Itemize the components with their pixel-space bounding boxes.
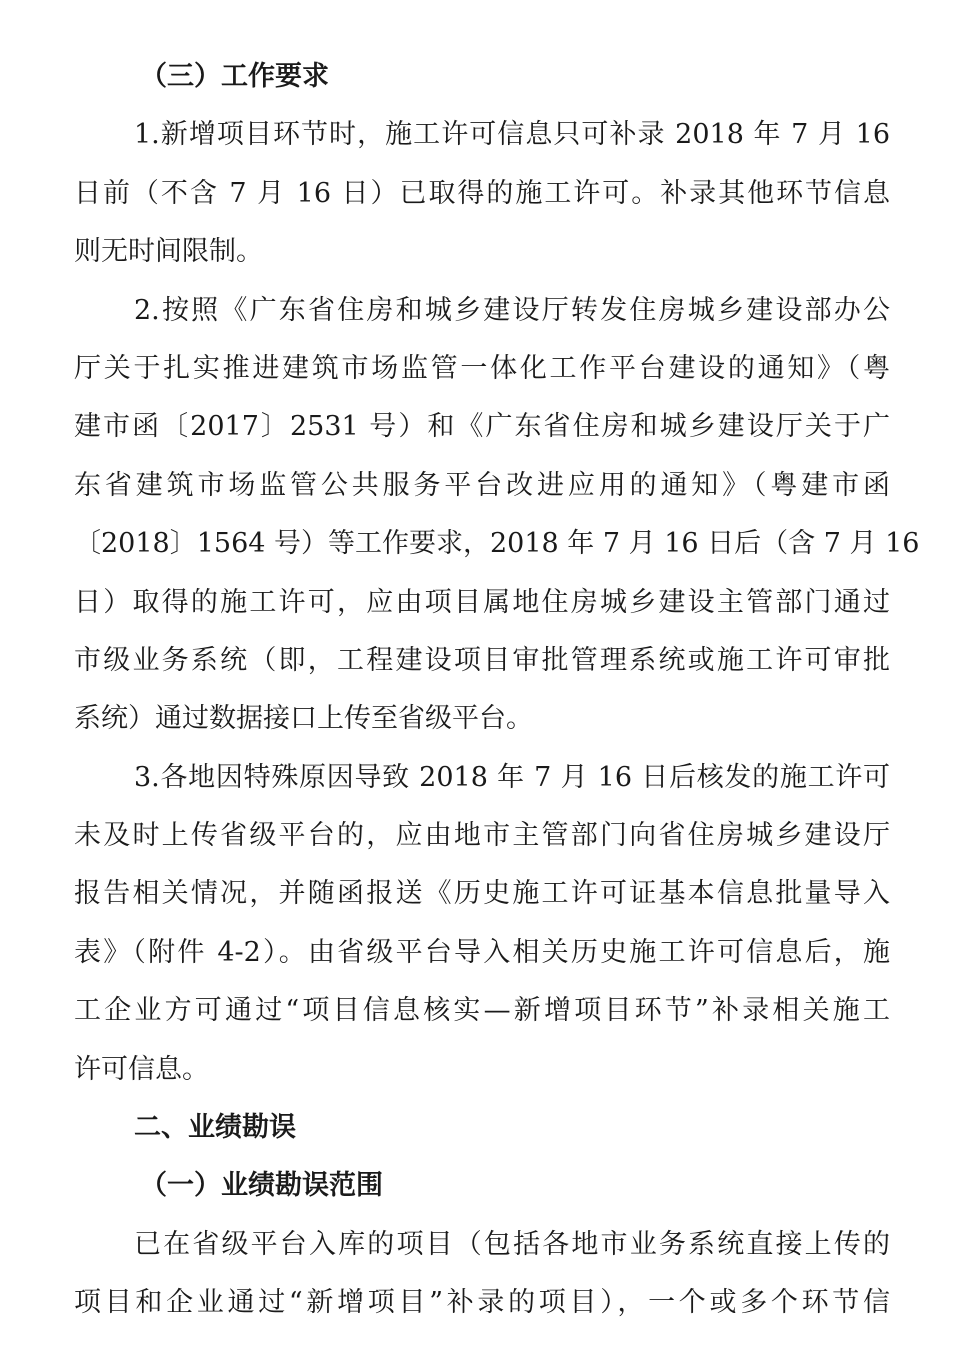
paragraph-line: 市级业务系统（即，工程建设项目审批管理系统或施工许可审批 [74, 644, 890, 676]
paragraph-line: 建市函〔2017〕2531 号）和《广东省住房和城乡建设厅关于广 [74, 411, 890, 443]
section-heading-performance-correction: 二、业绩勘误 [134, 1112, 296, 1144]
paragraph-line: 表》（附件 4-2）。由省级平台导入相关历史施工许可信息后，施 [74, 936, 890, 968]
paragraph-line: 厅关于扎实推进建筑市场监管一体化工作平台建设的通知》（粤 [74, 352, 890, 384]
paragraph-line: 日）取得的施工许可，应由项目属地住房城乡建设主管部门通过 [74, 586, 890, 618]
paragraph-1 [74, 106, 890, 281]
paragraph-3 [74, 749, 890, 1099]
paragraph-line: 已在省级平台入库的项目（包括各地市业务系统直接上传的 [134, 1228, 890, 1260]
paragraph-line: 日前（不含 7 月 16 日）已取得的施工许可。补录其他环节信息 [74, 177, 890, 209]
paragraph-2 [74, 282, 920, 749]
paragraph-line: 系统）通过数据接口上传至省级平台。 [74, 703, 533, 735]
paragraph-4 [74, 1216, 890, 1333]
paragraph-line: 项目和企业通过“新增项目”补录的项目），一个或多个环节信 [74, 1287, 890, 1319]
paragraph-line: 〔2018〕1564 号）等工作要求，2018 年 7 月 16 日后（含 7 月 16 [74, 528, 920, 560]
document-page [74, 48, 920, 1333]
paragraph-line: 工企业方可通过“项目信息核实—新增项目环节”补录相关施工 [74, 995, 890, 1027]
section-heading-correction-scope: （一）业绩勘误范围 [140, 1170, 383, 1202]
paragraph-line: 1.新增项目环节时，施工许可信息只可补录 2018 年 7 月 16 [134, 119, 890, 151]
paragraph-line: 东省建筑市场监管公共服务平台改进应用的通知》（粤建市函 [74, 469, 890, 501]
section-heading-work-requirements: （三）工作要求 [140, 61, 329, 92]
paragraph-line: 则无时间限制。 [74, 236, 263, 268]
paragraph-line: 2.按照《广东省住房和城乡建设厅转发住房城乡建设部办公 [134, 294, 890, 326]
paragraph-line: 3.各地因特殊原因导致 2018 年 7 月 16 日后核发的施工许可 [134, 761, 890, 793]
paragraph-line: 许可信息。 [74, 1053, 209, 1085]
paragraph-line: 未及时上传省级平台的，应由地市主管部门向省住房城乡建设厅 [74, 820, 890, 852]
paragraph-line: 报告相关情况，并随函报送《历史施工许可证基本信息批量导入 [74, 878, 890, 910]
